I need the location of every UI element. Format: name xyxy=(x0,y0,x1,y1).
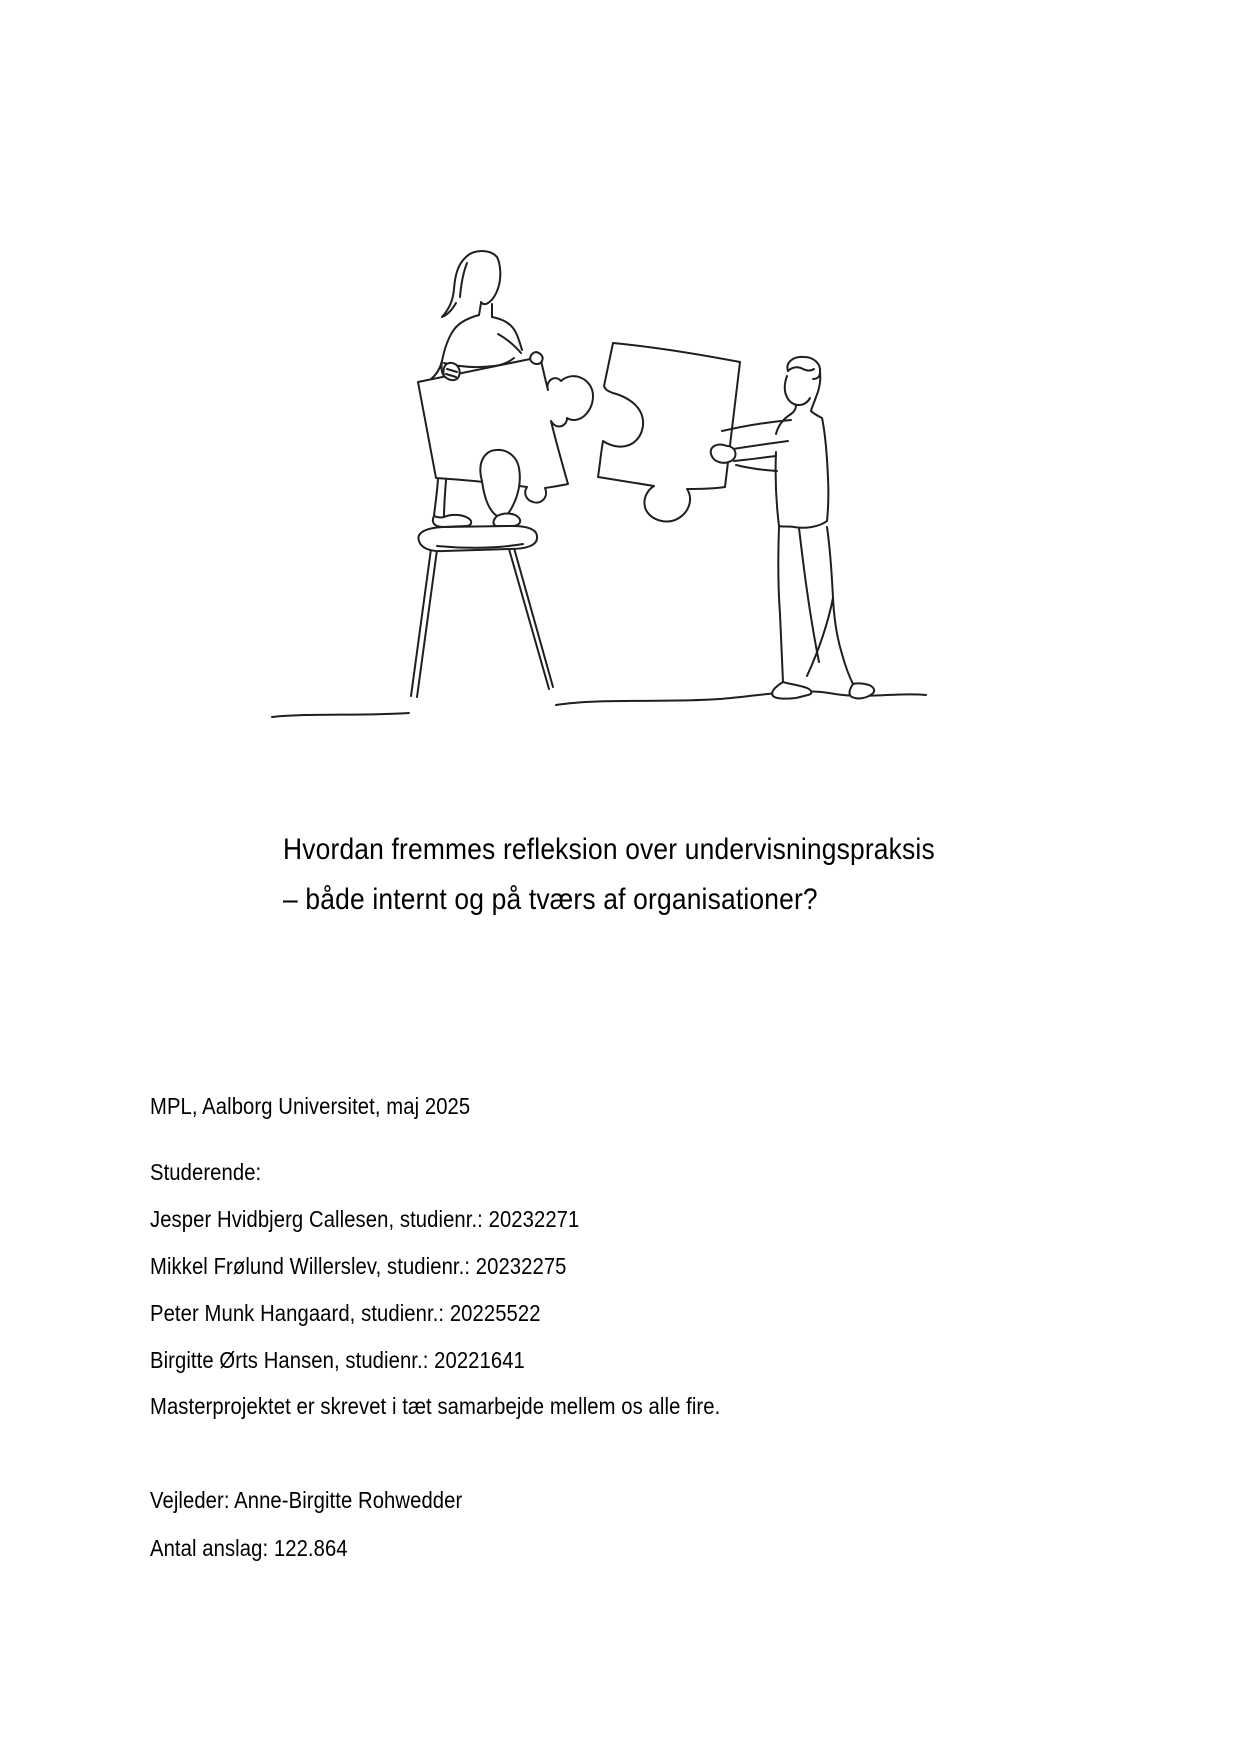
student-line: Peter Munk Hangaard, studienr.: 20225522 xyxy=(150,1300,541,1326)
title-line-1: Hvordan fremmes refleksion over undervisningspraksis xyxy=(283,833,935,866)
collaboration-note: Masterprojektet er skrevet i tæt samarbejde mellem os alle fire. xyxy=(150,1393,721,1419)
students-label: Studerende: xyxy=(150,1159,262,1185)
student-line: Birgitte Ørts Hansen, studienr.: 20221641 xyxy=(150,1347,525,1373)
institution-line: MPL, Aalborg Universitet, maj 2025 xyxy=(150,1093,471,1119)
character-count-line: Antal anslag: 122.864 xyxy=(150,1535,348,1561)
right-puzzle-piece xyxy=(598,343,740,521)
student-line: Mikkel Frølund Willerslev, studienr.: 20232275 xyxy=(150,1253,567,1279)
ground-line xyxy=(272,713,409,717)
student-line: Jesper Hvidbjerg Callesen, studienr.: 20232271 xyxy=(150,1206,580,1232)
supervisor-line: Vejleder: Anne-Birgitte Rohwedder xyxy=(150,1487,463,1513)
woman-figure xyxy=(431,251,522,379)
puzzle-teamwork-illustration xyxy=(250,205,930,725)
stool-legs xyxy=(411,548,553,697)
title-line-2: – både internt og på tværs af organisationer? xyxy=(283,883,818,916)
